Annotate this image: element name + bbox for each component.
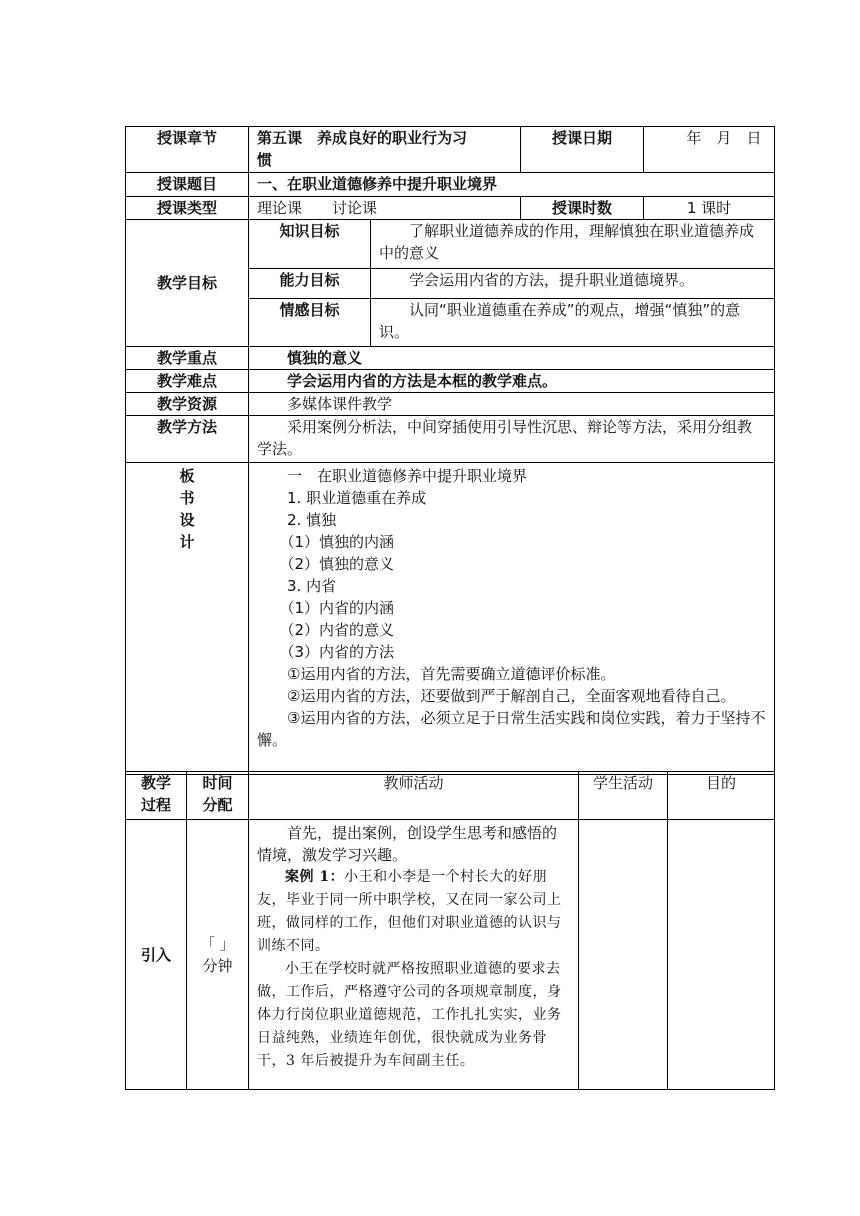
type-value: 理论课 讨论课 [249,197,521,220]
board-label [126,463,249,775]
methods-value: 采用案例分析法，中间穿插使用引导性沉思、辩论等方法，采用分组教学法。 [249,416,775,463]
time-allocation [187,820,249,1090]
board-line: ①运用内省的方法，首先需要确立道德评价标准。 [287,665,616,683]
col-header-process: 教学 过程 [126,772,187,820]
board-line: （2）内省的意义 [279,621,395,639]
board-line: 1. 职业道德重在养成 [287,489,427,507]
board-label-char: 书 [179,489,195,507]
date-label: 授课日期 [521,127,644,173]
board-line: 一 在职业道德修养中提升职业境界 [287,467,528,485]
topic-label: 授课题目 [126,173,249,197]
goals-label: 教学目标 [126,220,249,347]
knowledge-goal-label: 知识目标 [249,220,371,269]
board-line: （3）内省的方法 [279,643,395,661]
teacher-activity [249,820,579,1090]
resources-value: 多媒体课件教学 [249,393,775,416]
case-label: 案例 1： [285,869,345,885]
hours-value: 1 课时 [644,197,775,220]
emotion-goal-value: 认同“职业道德重在养成”的观点，增强“慎独”的意识。 [371,299,775,347]
col-header-student: 学生活动 [579,772,668,820]
time-bracket: 「 」 [200,934,235,953]
time-unit: 分钟 [202,956,233,975]
col-header-teacher: 教师活动 [249,772,579,820]
board-label-char: 计 [179,533,195,551]
difficulty-label: 教学难点 [126,370,249,393]
intro-text: 首先，提出案例，创设学生思考和感悟的情境，激发学习兴趣。 [257,824,558,864]
lesson-info-table [125,126,775,775]
methods-label: 教学方法 [126,416,249,463]
student-activity [579,820,668,1090]
col-header-time: 时间 分配 [187,772,249,820]
board-label-char: 设 [179,511,195,529]
type-label: 授课类型 [126,197,249,220]
date-value: 年 月 日 [644,127,775,173]
board-label-char: 板 [179,467,195,485]
knowledge-goal-value: 了解职业道德养成的作用，理解慎独在职业道德养成中的意义 [371,220,775,269]
col-header-goal: 目的 [668,772,775,820]
case-paragraph-2: 小王在学校时就严格按照职业道德的要求去做，工作后，严格遵守公司的各项规章制度，身体力行岗位职业道德规范，工作扎扎实实，业务日益纯熟，业绩连年创优，很快就成为业务骨干，3 年后被提升为车间副主任。 [257,961,562,1069]
emotion-goal-label: 情感目标 [249,299,371,347]
case-paragraph [257,866,570,958]
resources-label: 教学资源 [126,393,249,416]
hours-label: 授课时数 [521,197,644,220]
teaching-process-table [125,771,775,1090]
topic-value: 一、在职业道德修养中提升职业境界 [249,173,775,197]
board-line: （2）慎独的意义 [279,555,395,573]
ability-goal-value: 学会运用内省的方法，提升职业道德境界。 [371,269,775,299]
board-line: （1）内省的内涵 [279,599,395,617]
difficulty-value: 学会运用内省的方法是本框的教学难点。 [249,370,775,393]
ability-goal-label: 能力目标 [249,269,371,299]
focus-label: 教学重点 [126,347,249,370]
board-line: 2. 慎独 [287,511,337,529]
board-content [249,463,775,775]
board-line: （1）慎独的内涵 [279,533,395,551]
board-line: 3. 内省 [287,577,337,595]
stage-intro: 引入 [126,820,187,1090]
chapter-label: 授课章节 [126,127,249,173]
focus-value: 慎独的意义 [249,347,775,370]
chapter-value: 第五课 养成良好的职业行为习惯 [249,127,521,173]
case-text: 小王和小李是一个村长大的好朋友，毕业于同一所中职学校，又在同一家公司上班，做同样的工作，但他们对职业道德的认识与训练不同。 [257,869,562,954]
goal-cell [668,820,775,1090]
board-line: ②运用内省的方法，还要做到严于解剖自己，全面客观地看待自己。 [287,687,736,705]
board-line: ③运用内省的方法，必须立足于日常生活实践和岗位实践，着力于坚持不懈。 [257,709,766,749]
